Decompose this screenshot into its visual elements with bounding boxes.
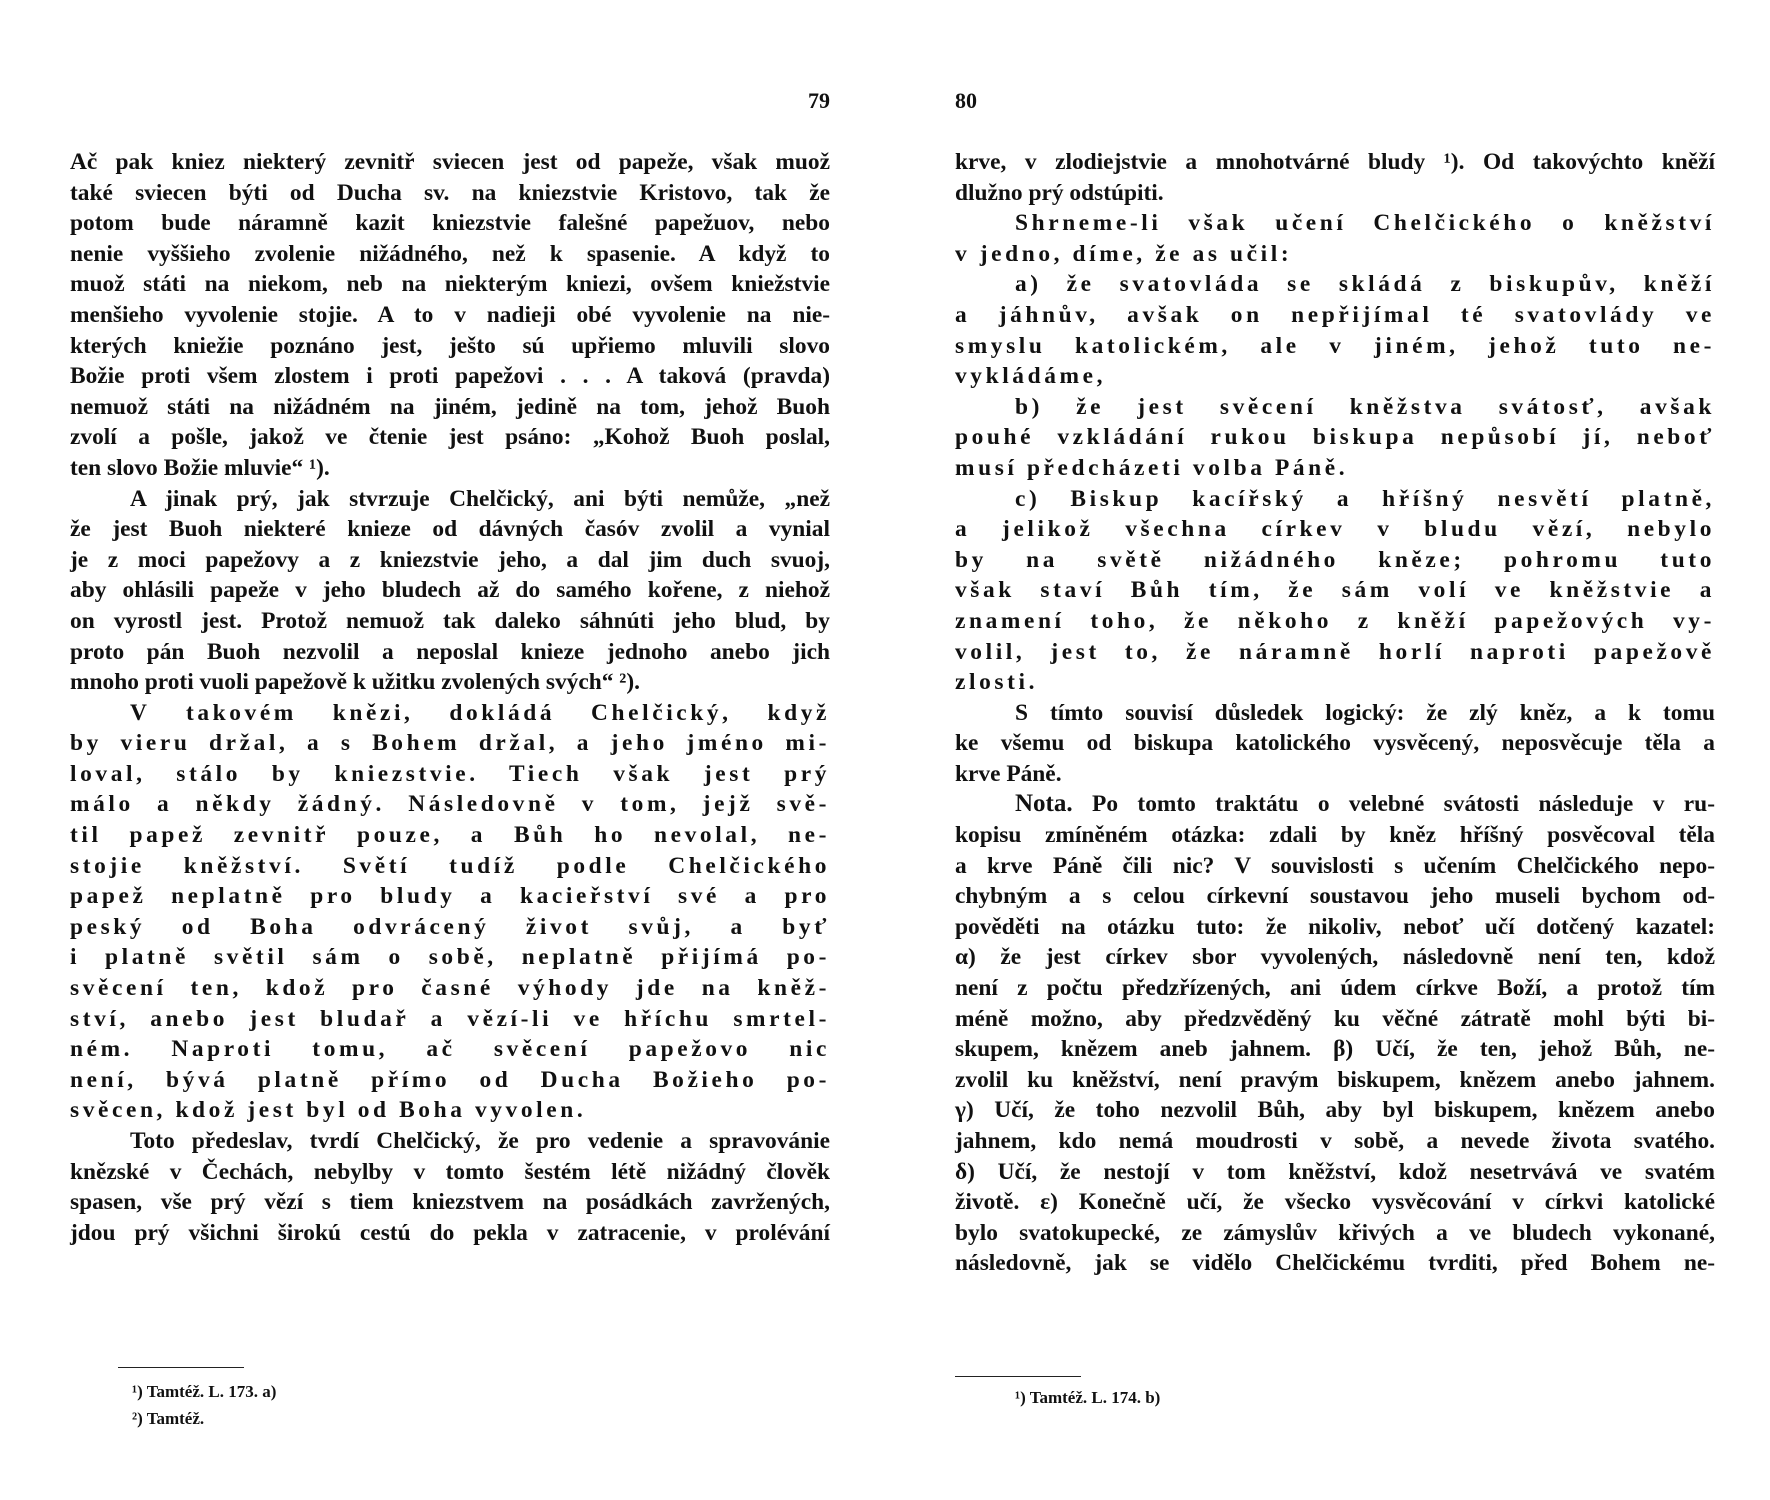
text-line: méně možno, aby předzvěděný ku věčné zátratě mohl býti bi- (955, 1005, 1715, 1032)
text-line: smyslu katolickém, ale v jiném, jehož tuto ne- (955, 332, 1715, 359)
page-text (70, 147, 830, 1248)
text-fragment: Po tomto traktátu o velebné svátosti následuje v ru- (1092, 791, 1715, 818)
text-line: muož státi na niekom, neb na niekterým kniezi, ovšem kniežstvie (70, 271, 830, 298)
text-line: svěcen, kdož jest byl od Boha vyvolen. (70, 1097, 587, 1124)
text-line: Ač pak kniez niekterý zevnitř sviecen jest od papeže, však muož (70, 149, 830, 175)
footnote: ¹) Tamtéž. L. 173. a) (132, 1382, 277, 1401)
text-line: krve, v zlodiejstvie a mnohotvárné bludy ¹). Od takovýchto kněží (955, 149, 1715, 175)
text-line: by vieru držal, a s Bohem držal, a jeho jméno mi- (70, 730, 830, 757)
text-line: c) Biskup kacířský a hříšný nesvětí platně, (1015, 485, 1715, 512)
text-line: a jelikož všechna církev v bludu vězí, nebylo (955, 516, 1715, 543)
text-line: je z moci papežovy a z kniezstvie jeho, a dal jim duch svuoj, (70, 546, 830, 573)
footnote-divider (118, 1367, 244, 1368)
text-line: A jinak prý, jak stvrzuje Chelčický, ani býti nemůže, „než (130, 485, 830, 512)
text-line: aby ohlásili papeže v jeho bludech až do samého kořene, z niehož (70, 577, 830, 604)
page-number: 80 (955, 88, 977, 113)
text-line: že jest Buoh niekteré knieze od dávných časóv zvolil a vynial (70, 516, 830, 543)
text-line: mnoho proti vuoli papežově k užitku zvolených svých“ ²). (70, 669, 640, 696)
text-line: krve Páně. (955, 760, 1062, 787)
text-line: on vyrostl jest. Protož nemuož tak daleko sáhnúti jeho blud, by (70, 607, 830, 634)
text-line: Shrneme-li však učení Chelčického o kněžství (1015, 210, 1715, 237)
right-page (955, 0, 1715, 1500)
footnote: ¹) Tamtéž. L. 174. b) (1015, 1388, 1161, 1407)
text-line: ném. Naproti tomu, ač svěcení papežovo nic (70, 1036, 830, 1063)
text-line: by na světě nižádného kněze; pohromu tuto (955, 546, 1715, 573)
text-line: i platně světil sám o sobě, neplatně přijímá po- (70, 944, 830, 971)
text-line: kterých kniežie poznáno jest, ješto sú upřiemo mluvili slovo (70, 332, 830, 359)
text-line: není, bývá platně přímo od Ducha Božieho po- (70, 1066, 830, 1093)
footnotes (1015, 1384, 1160, 1411)
text-line: dlužno prý odstúpiti. (955, 179, 1164, 206)
text-line: volil, jest to, že náramně horlí naproti papežově (955, 638, 1715, 665)
text-line: skupem, knězem aneb jahnem. β) Učí, že ten, jehož Bůh, ne- (955, 1036, 1715, 1063)
text-line: b) že jest svěcení kněžstva svátosť, avšak (1015, 393, 1715, 420)
text-line: ství, anebo jest bludař a vězí-li ve hříchu smrtel- (70, 1005, 830, 1032)
text-line: v jedno, díme, že as učil: (955, 240, 1293, 267)
text-line: není z počtu předzřízených, ani údem církve Boží, a protož tím (955, 975, 1715, 1002)
page-number: 79 (808, 88, 830, 113)
footnotes (132, 1378, 276, 1432)
text-line: a jáhnův, avšak on nepřijímal té svatovlády ve (955, 301, 1715, 328)
text-line: ten slovo Božie mluvie“ ¹). (70, 454, 330, 481)
text-line: jahnem, kdo nemá moudrosti v sobě, a nevede života svatého. (955, 1128, 1715, 1154)
text-line: knězské v Čechách, nebylby v tomto šestém létě nižádný člověk (70, 1158, 830, 1185)
text-line: S tímto souvisí důsledek logický: že zlý kněz, a k tomu (1015, 699, 1715, 726)
text-line: ke všemu od biskupa katolického vysvěcený, neposvěcuje těla a (955, 730, 1715, 757)
text-line: nemuož státi na nižádném na jiném, jedině na tom, jehož Buoh (70, 393, 830, 420)
text-line: znamení toho, že někoho z kněží papežových vy- (955, 607, 1715, 634)
text-line: bylo svatokupecké, ze zámyslův křivých a ve bludech vykonané, (955, 1219, 1715, 1246)
text-line: Božie proti všem zlostem i proti papežovi . . . A taková (pravda) (70, 363, 830, 390)
text-line: a) že svatovláda se skládá z biskupův, kněží (1015, 271, 1715, 298)
text-line: jdou prý všichni širokú cestú do pekla v zatracenie, v prolévání (70, 1219, 830, 1246)
text-line: spasen, vše prý vězí s tiem kniezstvem na posádkách zavržených, (70, 1189, 830, 1216)
text-line: zvolil ku kněžství, není pravým biskupem, knězem anebo jahnem. (955, 1066, 1715, 1093)
text-line: α) že jest církev sbor vyvolených, následovně není ten, kdož (955, 944, 1715, 971)
text-line: kopisu zmíněném otázka: zdali by kněz hříšný posvěcoval těla (955, 822, 1715, 849)
text-line: papež neplatně pro bludy a kacieřství své a pro (70, 883, 830, 910)
text-line: zvolí a pošle, jakož ve čtenie jest psáno: „Kohož Buoh poslal, (70, 424, 830, 451)
text-line: životě. ε) Konečně učí, že všecko vysvěcování v církvi katolické (955, 1189, 1715, 1216)
text-line: loval, stálo by kniezstvie. Tiech však jest prý (70, 760, 830, 787)
text-line (955, 789, 1715, 820)
text-line: vykládáme, (955, 363, 1107, 390)
text-line: menšieho vyvolenie stojie. A to v nadieji obé vyvolenie na nie- (70, 301, 830, 328)
text-line: však staví Bůh tím, že sám volí ve kněžstvie a (955, 577, 1715, 604)
text-line: zlosti. (955, 669, 1039, 696)
text-line: pověděti na otázku tuto: že nikoliv, neboť učí dotčený kazatel: (955, 913, 1715, 940)
footnote-divider (955, 1376, 1081, 1377)
text-line: musí předcházeti volba Páně. (955, 454, 1349, 481)
text-line: peský od Boha odvrácený život svůj, a byť (70, 913, 830, 940)
text-line: δ) Učí, že nestojí v tom kněžství, kdož nesetrvává ve svatém (955, 1158, 1715, 1185)
text-line: a krve Páně čili nic? V souvislosti s učením Chelčického nepo- (955, 852, 1715, 879)
footnote: ²) Tamtéž. (132, 1409, 205, 1428)
text-line: svěcení ten, kdož pro časné výhody jde na kněž- (70, 975, 830, 1002)
text-line: málo a někdy žádný. Následovně v tom, jejž svě- (70, 791, 830, 818)
text-line: Toto předeslav, tvrdí Chelčický, že pro vedenie a spravovánie (130, 1128, 830, 1154)
nota-heading: Nota. (1015, 790, 1073, 818)
text-line: γ) Učí, že toho nezvolil Bůh, aby byl biskupem, knězem anebo (955, 1097, 1715, 1124)
text-line: pouhé vzkládání rukou biskupa nepůsobí jí, neboť (955, 424, 1715, 451)
page-text (955, 147, 1715, 1279)
text-line: V takovém knězi, dokládá Chelčický, když (130, 699, 830, 726)
text-line: til papež zevnitř pouze, a Bůh ho nevolal, ne- (70, 822, 830, 849)
left-page (70, 0, 830, 1500)
text-line: nenie vyššieho zvolenie nižádného, než k spasenie. A když to (70, 240, 830, 267)
text-line: následovně, jak se vidělo Chelčickému tvrditi, před Bohem ne- (955, 1250, 1715, 1277)
text-line: také sviecen býti od Ducha sv. na kniezstvie Kristovo, tak že (70, 179, 830, 206)
text-line: chybným a s celou církevní soustavou jeho museli bychom od- (955, 883, 1715, 910)
text-line: potom bude náramně kazit kniezstvie falešné papežuov, nebo (70, 210, 830, 237)
text-line: proto pán Buoh nezvolil a neposlal knieze jednoho anebo jich (70, 638, 830, 665)
text-line: stojie kněžství. Světí tudíž podle Chelčického (70, 852, 830, 879)
